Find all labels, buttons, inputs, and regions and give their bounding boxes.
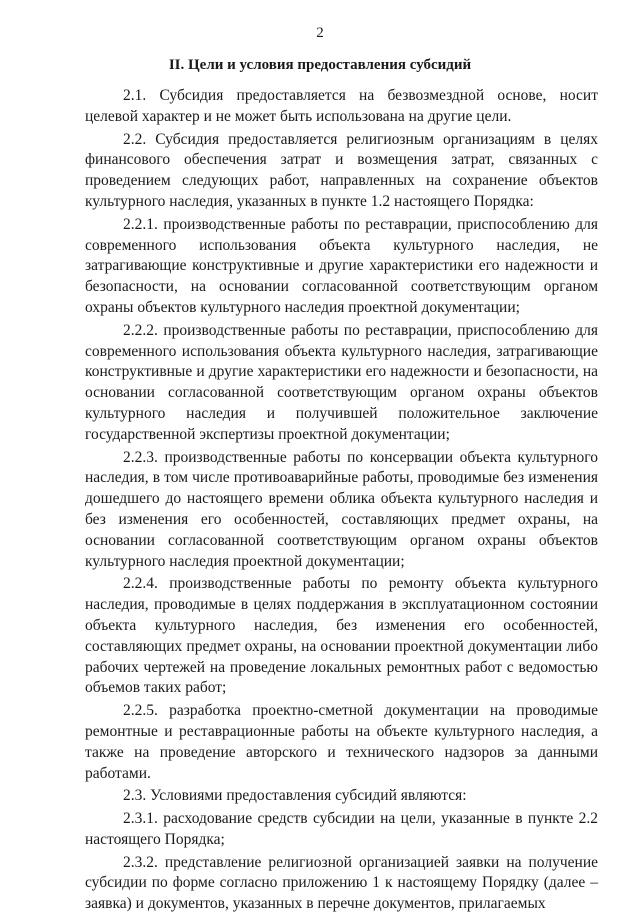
paragraph-2-3-1: 2.3.1. расходование средств субсидии на цели, указанные в пункте 2.2 настоящего Порядка; — [85, 810, 598, 848]
paragraph-2-3-2: 2.3.2. представление религиозной организацией заявки на получение субсидии по форме согласно приложению 1 к настоящему Порядку (далее – заявка) и документов, указанных в перечне документов, прилагаемых — [85, 853, 598, 913]
paragraph-2-2: 2.2. Субсидия предоставляется религиозным организациям в целях финансового обеспечения затрат и возмещения затрат, связанных с проведением следующих работ, направленных на сохранение объектов культурного наследия, указанных в пункте 1.2 настоящего Порядка: — [85, 130, 598, 210]
section-title: II. Цели и условия предоставления субсидий — [168, 57, 472, 73]
page-number: 2 — [316, 25, 324, 41]
paragraph-2-1: 2.1. Субсидия предоставляется на безвозмездной основе, носит целевой характер и не может быть использована на другие цели. — [85, 87, 598, 125]
paragraph-2-2-3: 2.2.3. производственные работы по консервации объекта культурного наследия, в том числе противоаварийные работы, проводимые без изменения дошедшего до настоящего времени облика объекта культурного наследия и без изменения его особенностей, составляющих предмет охраны, на основании согласованной соответствующим органом охраны объектов культурного наследия проектной документации; — [85, 448, 598, 570]
paragraph-2-2-2: 2.2.2. производственные работы по реставрации, приспособлению для современного использования объекта культурного наследия, затрагивающие конструктивные и другие характеристики его надежности и безопасности, на основании согласованной соответствующим органом охраны объектов культурного наследия и получившей положительное заключение государственной экспертизы проектной документации; — [85, 321, 598, 443]
document-body — [85, 86, 598, 917]
paragraph-2-2-4: 2.2.4. производственные работы по ремонту объекта культурного наследия, проводимые в целях поддержания в эксплуатационном состоянии объекта культурного наследия, без изменения его особенностей, составляющих предмет охраны, на основании проектной документации либо рабочих чертежей на проведение локальных ремонтных работ с ведомостью объемов таких работ; — [85, 575, 598, 697]
paragraph-2-3: 2.3. Условиями предоставления субсидий являются: — [123, 787, 467, 805]
paragraph-2-2-5: 2.2.5. разработка проектно-сметной документации на проводимые ремонтные и реставрационные работы на объекте культурного наследия, а также на проведение авторского и технического надзоров за данными работами. — [85, 702, 598, 782]
paragraph-2-2-1: 2.2.1. производственные работы по реставрации, приспособлению для современного использования объекта культурного наследия, не затрагивающие конструктивные и другие характеристики его надежности и безопасности, на основании согласованной соответствующим органом охраны объектов культурного наследия проектной документации; — [85, 215, 598, 316]
